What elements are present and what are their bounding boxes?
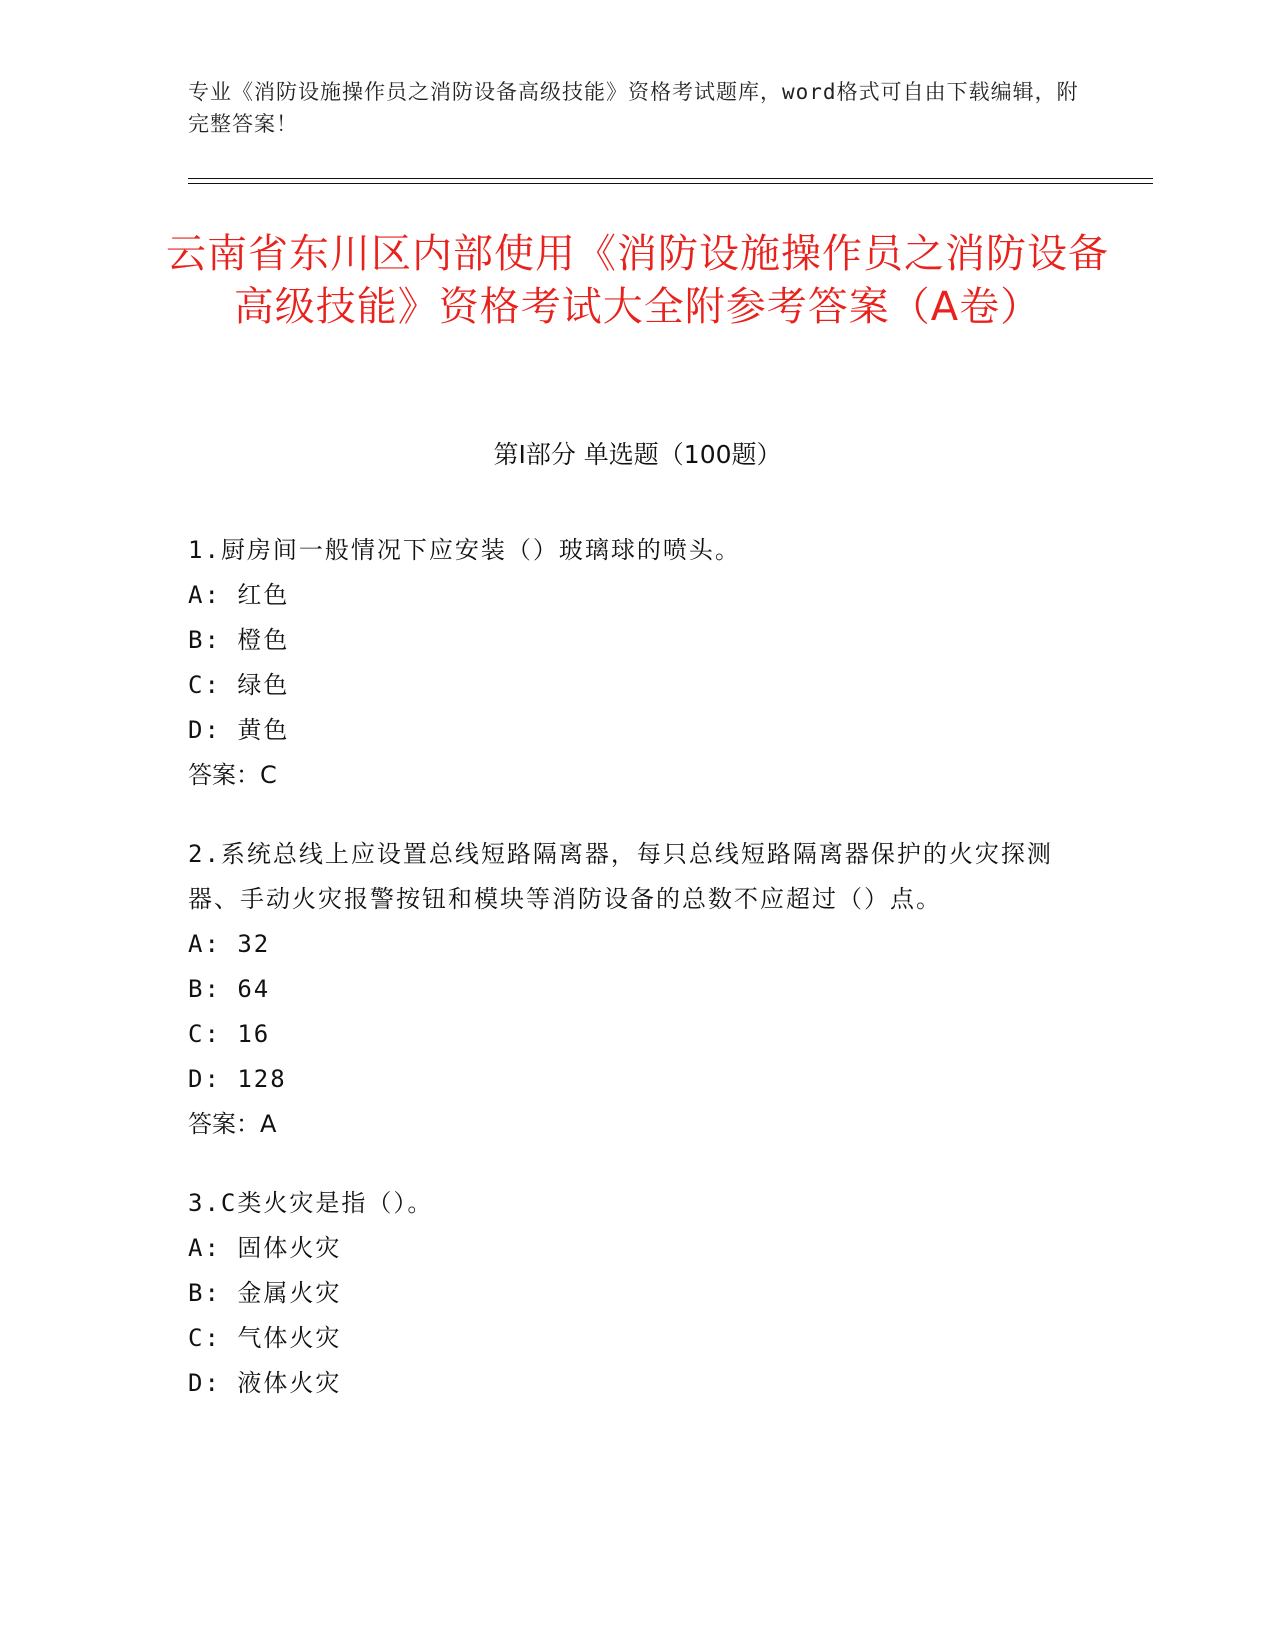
question-item bbox=[188, 1181, 1068, 1406]
header-divider-top bbox=[188, 178, 1153, 179]
option-d: D: 128 bbox=[188, 1065, 287, 1093]
option-c: C: 气体火灾 bbox=[188, 1324, 342, 1352]
question-list bbox=[188, 528, 1068, 1440]
answer-text: 答案：A bbox=[188, 1110, 277, 1138]
option-c: C: 绿色 bbox=[188, 671, 290, 699]
option-d: D: 黄色 bbox=[188, 716, 290, 744]
option-b: B: 64 bbox=[188, 975, 271, 1003]
option-b: B: 橙色 bbox=[188, 626, 290, 654]
header-note: 专业《消防设施操作员之消防设备高级技能》资格考试题库，word格式可自由下载编辑，附完整答案！ bbox=[188, 80, 1079, 136]
option-d: D: 液体火灾 bbox=[188, 1369, 342, 1397]
option-a: A: 32 bbox=[188, 930, 271, 958]
section-title: 第Ⅰ部分 单选题（100题） bbox=[493, 440, 782, 469]
question-text: 3.C类火灾是指（）。 bbox=[188, 1189, 434, 1217]
option-c: C: 16 bbox=[188, 1020, 271, 1048]
header-divider-bottom bbox=[188, 183, 1153, 184]
document-title: 云南省东川区内部使用《消防设施操作员之消防设备高级技能》资格考试大全附参考答案（A卷） bbox=[166, 231, 1109, 330]
answer-text: 答案：C bbox=[188, 761, 277, 789]
option-a: A: 固体火灾 bbox=[188, 1234, 342, 1262]
option-b: B: 金属火灾 bbox=[188, 1279, 342, 1307]
option-a: A: 红色 bbox=[188, 581, 290, 609]
question-text: 2.系统总线上应设置总线短路隔离器，每只总线短路隔离器保护的火灾探测器、手动火灾报警按钮和模块等消防设备的总数不应超过（）点。 bbox=[188, 840, 1053, 913]
question-text: 1.厨房间一般情况下应安装（）玻璃球的喷头。 bbox=[188, 536, 741, 564]
question-item bbox=[188, 528, 1068, 798]
question-item bbox=[188, 832, 1068, 1147]
